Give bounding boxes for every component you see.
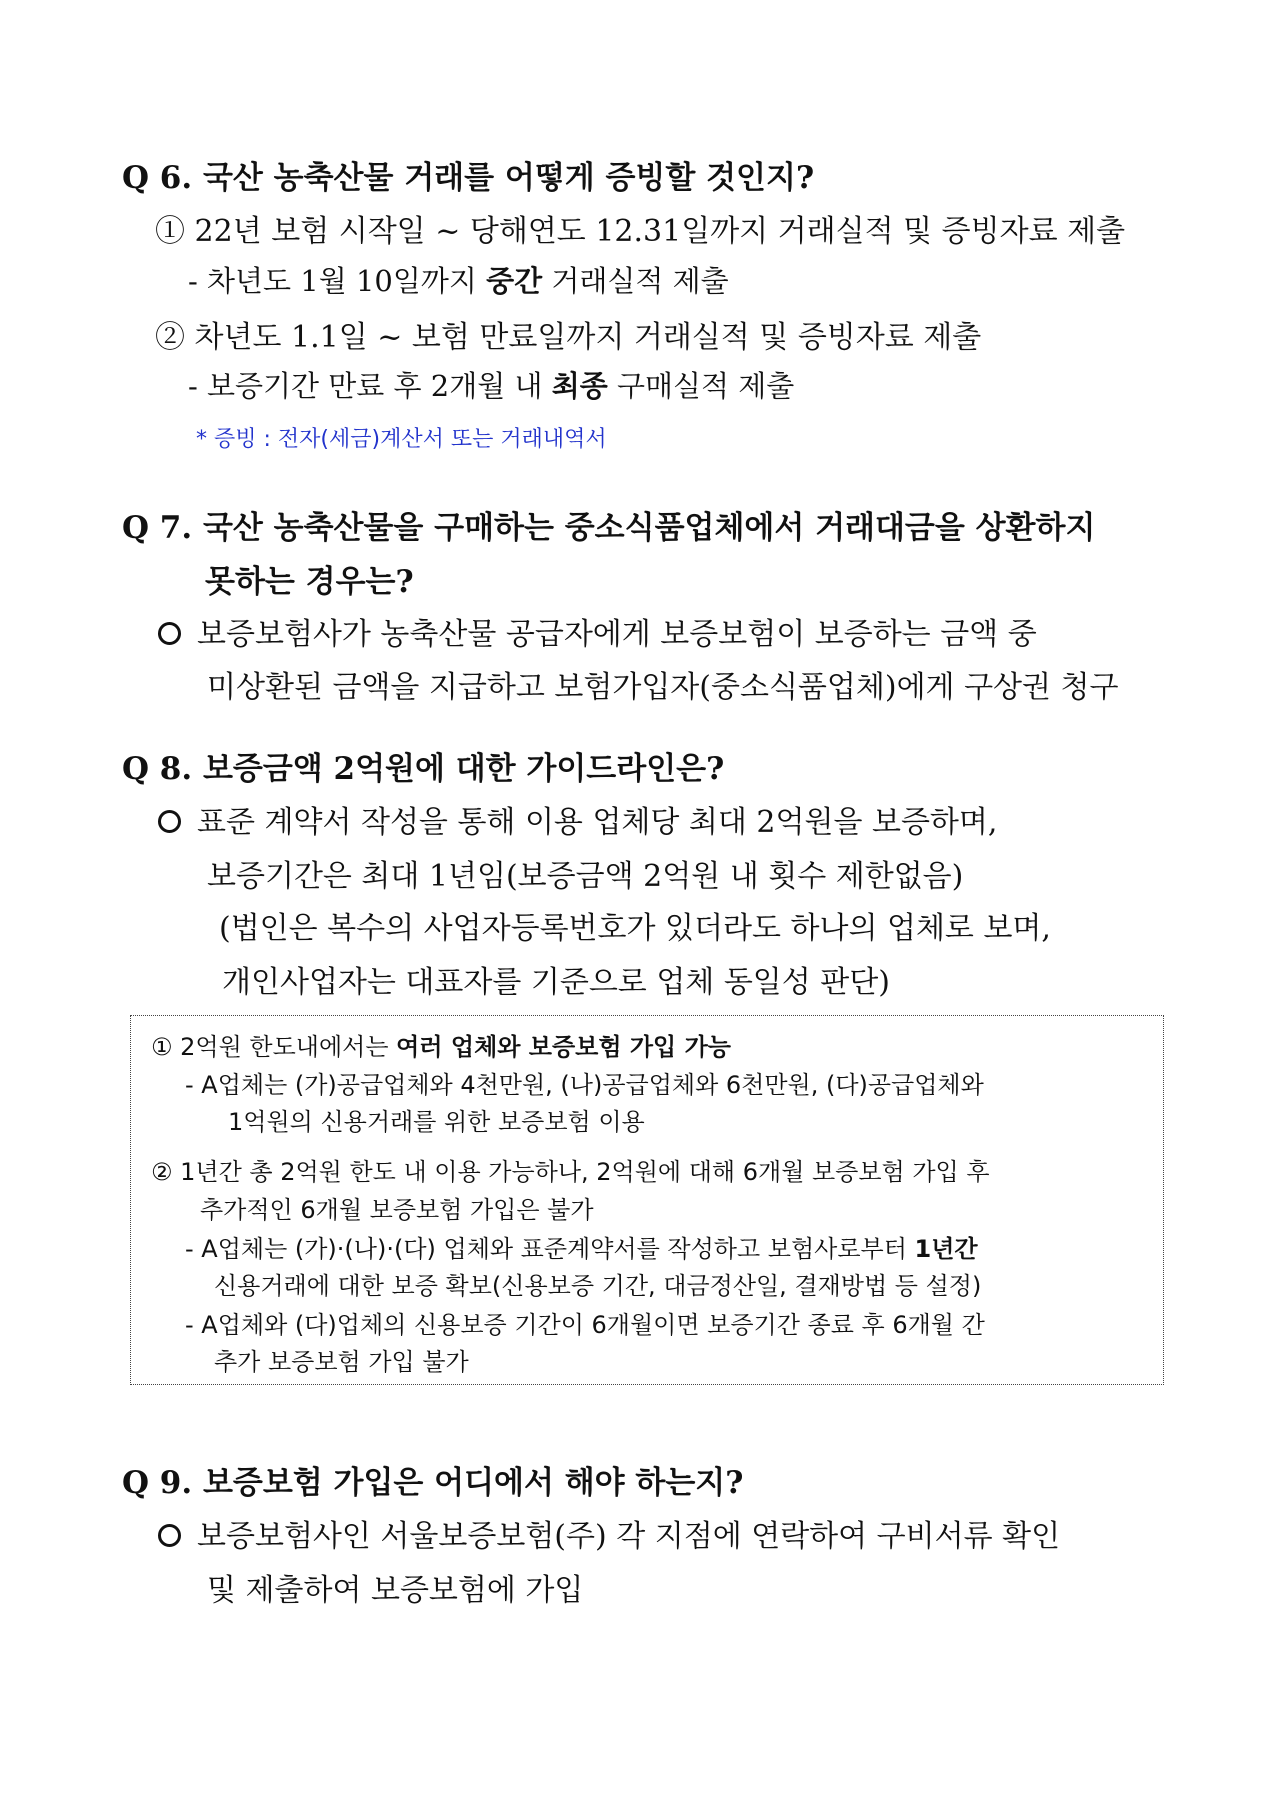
box-item2-sub1-line1: [185, 1229, 978, 1264]
q6-item1-sub: [188, 259, 729, 300]
example-box: [130, 1015, 1164, 1385]
q6-item2: ② 차년도 1.1일 ~ 보험 만료일까지 거래실적 및 증빙자료 제출: [155, 320, 982, 355]
q6-item2-sub-post: 구매실적 제출: [607, 369, 795, 403]
q6-item1-sub-bold: 중간: [486, 264, 543, 298]
q6-item2-sub: [188, 364, 794, 405]
box-item1-bold: 여러 업체와 보증보험 가입 가능: [396, 1033, 731, 1061]
circle-bullet-icon: [158, 810, 181, 833]
q6-item1-sub-pre: - 차년도 1월 10일까지: [188, 264, 487, 298]
circle-bullet-icon: [158, 622, 181, 645]
q6-item1-sub-post: 거래실적 제출: [542, 264, 729, 298]
box-item2-line2: 추가적인 6개월 보증보험 가입은 불가: [200, 1196, 594, 1224]
q9-answer-text1: 보증보험사인 서울보증보험(주) 각 지점에 연락하여 구비서류 확인: [197, 1519, 1061, 1554]
box-item1-sub-line1: - A업체는 (가)공급업체와 4천만원, (나)공급업체와 6천만원, (다)공급업체와: [185, 1071, 984, 1099]
q8-answer-text1: 표준 계약서 작성을 통해 이용 업체당 최대 2억원을 보증하며,: [197, 805, 998, 840]
box-item2-sub1-line2: 신용거래에 대한 보증 확보(신용보증 기간, 대금정산일, 결재방법 등 설정): [214, 1272, 982, 1300]
q8-answer-line2: 보증기간은 최대 1년임(보증금액 2억원 내 횟수 제한없음): [207, 859, 964, 894]
q9-answer-line1: [158, 1511, 1060, 1555]
circle-bullet-icon: [158, 1524, 181, 1547]
q6-note: * 증빙 : 전자(세금)계산서 또는 거래내역서: [196, 427, 607, 452]
q6-item2-sub-pre: - 보증기간 만료 후 2개월 내: [188, 369, 552, 403]
q7-answer-text1: 보증보험사가 농축산물 공급자에게 보증보험이 보증하는 금액 중: [197, 617, 1037, 652]
q7-answer-line2: 미상환된 금액을 지급하고 보험가입자(중소식품업체)에게 구상권 청구: [207, 670, 1119, 705]
box-item2-sub1-pre: - A업체는 (가)·(나)·(다) 업체와 표준계약서를 작성하고 보험사로부터: [185, 1235, 915, 1263]
box-item1-pre: ① 2억원 한도내에서는: [151, 1033, 397, 1061]
q7-title-line1: Q 7. 국산 농축산물을 구매하는 중소식품업체에서 거래대금을 상환하지: [122, 510, 1096, 546]
q8-title: Q 8. 보증금액 2억원에 대한 가이드라인은?: [122, 751, 725, 787]
q8-answer-line4: 개인사업자는 대표자를 기준으로 업체 동일성 판단): [222, 965, 890, 1000]
q9-title: Q 9. 보증보험 가입은 어디에서 해야 하는지?: [122, 1465, 744, 1501]
box-item1-sub-line2: 1억원의 신용거래를 위한 보증보험 이용: [228, 1108, 645, 1136]
q7-title-line2: 못하는 경우는?: [205, 564, 414, 600]
q9-answer-line2: 및 제출하여 보증보험에 가입: [207, 1573, 584, 1608]
q6-item2-sub-bold: 최종: [551, 369, 608, 403]
box-item2-sub2-line2: 추가 보증보험 가입 불가: [214, 1348, 469, 1376]
box-item1: [151, 1027, 731, 1062]
box-item2-sub1-bold: 1년간: [914, 1235, 978, 1263]
box-item2-sub2-line1: - A업체와 (다)업체의 신용보증 기간이 6개월이면 보증기간 종료 후 6개월 간: [185, 1311, 985, 1339]
q6-title: Q 6. 국산 농축산물 거래를 어떻게 증빙할 것인지?: [122, 160, 815, 196]
q8-answer-line1: [158, 797, 997, 841]
q8-answer-line3: (법인은 복수의 사업자등록번호가 있더라도 하나의 업체로 보며,: [219, 911, 1051, 946]
q6-item1: ① 22년 보험 시작일 ~ 당해연도 12.31일까지 거래실적 및 증빙자료 제출: [155, 214, 1126, 249]
box-item2-line1: ② 1년간 총 2억원 한도 내 이용 가능하나, 2억원에 대해 6개월 보증보험 가입 후: [151, 1158, 990, 1186]
q7-answer-line1: [158, 609, 1037, 653]
